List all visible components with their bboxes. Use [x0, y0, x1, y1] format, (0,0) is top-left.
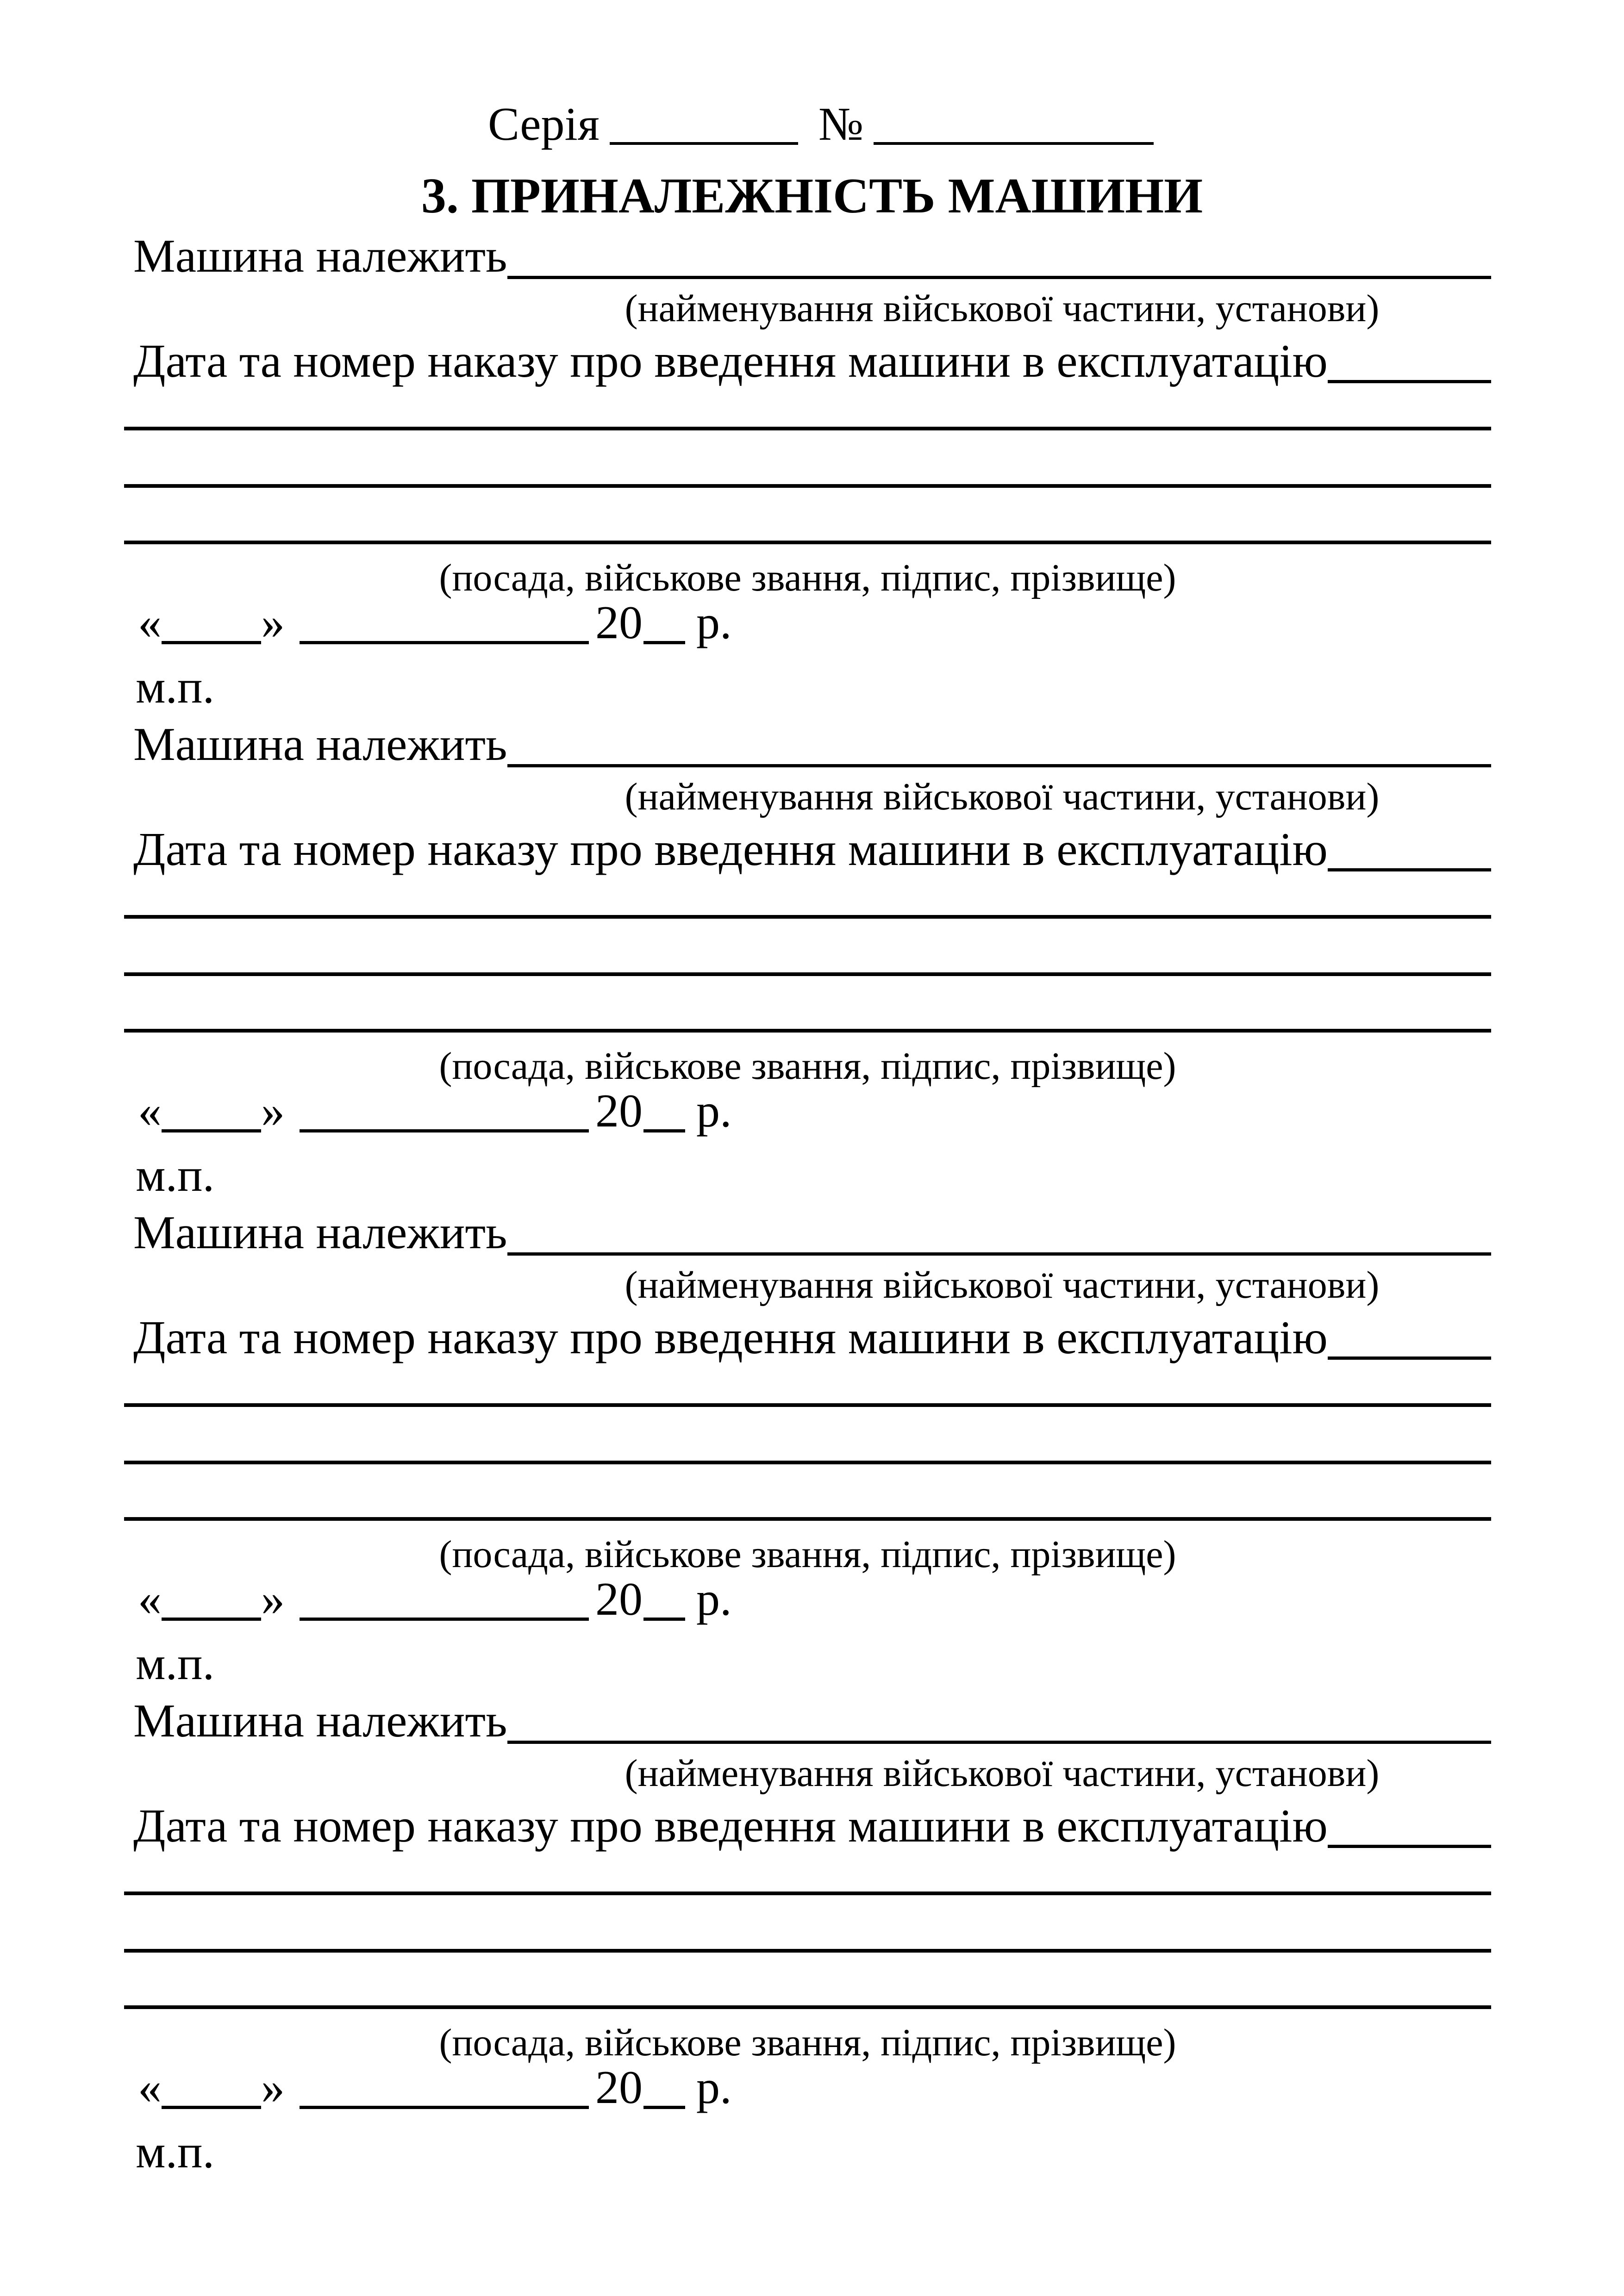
order-date-row: [133, 1800, 1491, 1852]
close-quote: »: [261, 2061, 285, 2114]
signature-blank-line: [124, 427, 1491, 430]
owner-field-caption: (найменування військової частини, установи): [625, 1263, 1380, 1307]
stamp-place-label: м.п.: [136, 2126, 215, 2178]
year-blank-field: [643, 2106, 685, 2109]
date-signed-row: [138, 1085, 732, 1137]
year-blank-field: [643, 641, 685, 644]
machine-owner-blank-field: [507, 234, 1491, 279]
signature-blank-line: [124, 1461, 1491, 1464]
machine-owner-label: Машина належить: [133, 718, 507, 771]
signature-blank-line: [124, 915, 1491, 919]
ownership-section: [124, 718, 1491, 1210]
owner-field-caption: (найменування військової частини, установи): [625, 287, 1380, 330]
day-blank-field: [162, 1618, 261, 1621]
order-date-blank-field: [1328, 1316, 1491, 1360]
series-number-row: [488, 98, 1154, 150]
owner-field-caption: (найменування військової частини, установи): [625, 775, 1380, 818]
year-suffix-label: р.: [696, 597, 732, 649]
number-label: №: [818, 98, 864, 150]
order-date-label: Дата та номер наказу про введення машини в експлуатацію: [133, 823, 1328, 876]
year-suffix-label: р.: [696, 2061, 732, 2114]
stamp-place-label: м.п.: [136, 661, 215, 713]
signature-caption: (посада, військове звання, підпис, прізвище): [439, 2021, 1176, 2064]
signature-caption: (посада, військове звання, підпис, прізвище): [439, 556, 1176, 599]
open-quote: «: [138, 597, 162, 649]
month-blank-field: [300, 641, 589, 644]
machine-owner-row: [133, 1695, 1491, 1747]
close-quote: »: [261, 1085, 285, 1137]
series-blank-field: [610, 142, 798, 145]
year-prefix-label: 20: [595, 1573, 643, 1625]
order-date-row: [133, 823, 1491, 876]
order-date-blank-field: [1328, 828, 1491, 871]
signature-blank-line: [124, 1949, 1491, 1953]
day-blank-field: [162, 1129, 261, 1132]
machine-owner-blank-field: [507, 1210, 1491, 1256]
signature-blank-line: [124, 1029, 1491, 1033]
day-blank-field: [162, 2106, 261, 2109]
machine-owner-label: Машина належить: [133, 230, 507, 282]
signature-caption: (посада, військове звання, підпис, прізвище): [439, 1045, 1176, 1088]
signature-blank-line: [124, 541, 1491, 544]
open-quote: «: [138, 2061, 162, 2114]
date-signed-row: [138, 1573, 732, 1625]
machine-owner-blank-field: [507, 722, 1491, 767]
open-quote: «: [138, 1085, 162, 1137]
order-date-label: Дата та номер наказу про введення машини в експлуатацію: [133, 1312, 1328, 1364]
stamp-place-label: м.п.: [136, 1149, 215, 1201]
open-quote: «: [138, 1573, 162, 1625]
year-prefix-label: 20: [595, 1085, 643, 1137]
owner-field-caption: (найменування військової частини, установи): [625, 1752, 1380, 1795]
signature-caption: (посада, військове звання, підпис, прізвище): [439, 1533, 1176, 1576]
date-signed-row: [138, 2061, 732, 2114]
month-blank-field: [300, 1129, 589, 1132]
signature-blank-line: [124, 484, 1491, 488]
signature-blank-line: [124, 1892, 1491, 1895]
signature-blank-line: [124, 1403, 1491, 1407]
month-blank-field: [300, 1618, 589, 1621]
year-prefix-label: 20: [595, 2061, 643, 2114]
number-blank-field: [874, 142, 1154, 145]
year-suffix-label: р.: [696, 1573, 732, 1625]
machine-owner-row: [133, 230, 1491, 282]
day-blank-field: [162, 641, 261, 644]
signature-blank-line: [124, 2005, 1491, 2009]
close-quote: »: [261, 597, 285, 649]
page-title: 3. ПРИНАЛЕЖНІСТЬ МАШИНИ: [421, 168, 1203, 224]
ownership-section: [124, 1207, 1491, 1699]
month-blank-field: [300, 2106, 589, 2109]
stamp-place-label: м.п.: [136, 1637, 215, 1690]
order-date-row: [133, 1312, 1491, 1364]
order-date-blank-field: [1328, 339, 1491, 383]
machine-owner-row: [133, 1207, 1491, 1259]
series-label: Серія: [488, 98, 600, 150]
order-date-label: Дата та номер наказу про введення машини в експлуатацію: [133, 1800, 1328, 1852]
year-blank-field: [643, 1129, 685, 1132]
close-quote: »: [261, 1573, 285, 1625]
order-date-blank-field: [1328, 1804, 1491, 1848]
machine-owner-label: Машина належить: [133, 1207, 507, 1259]
machine-owner-row: [133, 718, 1491, 771]
order-date-label: Дата та номер наказу про введення машини в експлуатацію: [133, 335, 1328, 387]
signature-blank-line: [124, 972, 1491, 976]
ownership-section: [124, 230, 1491, 722]
ownership-section: [124, 1695, 1491, 2187]
signature-blank-line: [124, 1517, 1491, 1521]
year-prefix-label: 20: [595, 597, 643, 649]
year-blank-field: [643, 1618, 685, 1621]
machine-owner-blank-field: [507, 1699, 1491, 1744]
date-signed-row: [138, 597, 732, 649]
order-date-row: [133, 335, 1491, 387]
machine-owner-label: Машина належить: [133, 1695, 507, 1747]
year-suffix-label: р.: [696, 1085, 732, 1137]
